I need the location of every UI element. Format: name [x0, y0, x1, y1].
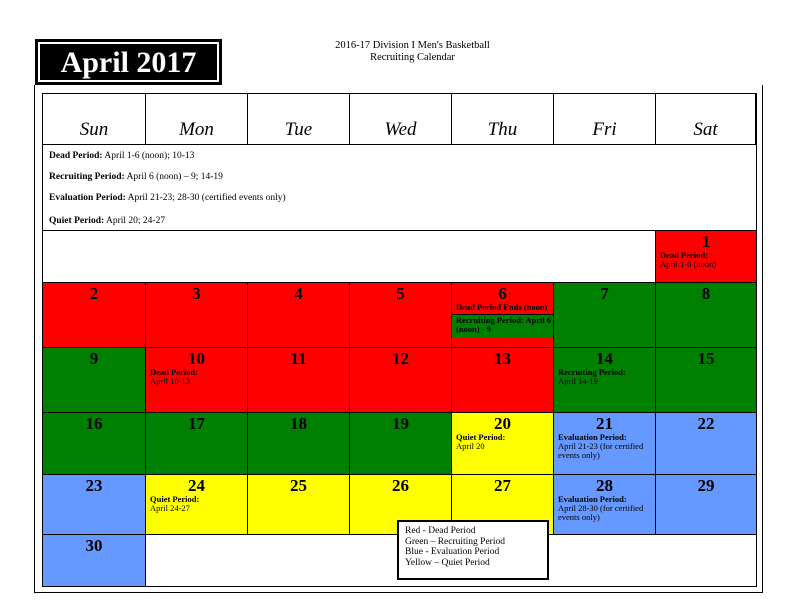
calendar-grid — [42, 93, 757, 587]
period-info — [43, 144, 756, 230]
day-number: 26 — [392, 476, 409, 495]
day-cell-5 — [350, 283, 452, 348]
period-quiet-label: Quiet Period: — [49, 216, 105, 226]
cell-note-label: Dead Period: — [660, 250, 708, 260]
day-cell-20 — [452, 413, 554, 475]
day-cell-9 — [43, 348, 146, 413]
cell-note-text: April 14-19 — [558, 376, 598, 386]
day-number: 4 — [294, 284, 303, 303]
cell-note-label: Recruiting Period: — [558, 367, 626, 377]
period-dead-label: Dead Period: — [49, 151, 103, 161]
day-number: 18 — [290, 414, 307, 433]
day-cell-8 — [656, 283, 756, 348]
day-number: 2 — [89, 284, 99, 303]
day-number: 10 — [188, 349, 205, 368]
day-cell-28 — [554, 475, 656, 535]
cell-note-text: April 10-13 — [150, 376, 190, 386]
day-cell-21 — [554, 413, 656, 475]
cell-note-label-2: Recruiting Period: April 6 (noon) - 9 — [456, 315, 552, 334]
dayname-sat: Sat — [656, 94, 756, 144]
dayname-thu: Thu — [452, 94, 554, 144]
day-number: 12 — [392, 349, 409, 368]
header-line-2: Recruiting Calendar — [370, 52, 455, 63]
day-cell-23 — [43, 475, 146, 535]
day-cell-3 — [146, 283, 248, 348]
day-number: 1 — [701, 232, 711, 251]
dayname-mon: Mon — [146, 94, 248, 144]
period-recruiting — [49, 172, 223, 182]
day-number: 28 — [596, 476, 613, 495]
day-number: 3 — [192, 284, 201, 303]
legend-blue: Blue - Evaluation Period — [405, 547, 500, 557]
dayname-wed: Wed — [350, 94, 452, 144]
day-number: 23 — [85, 476, 103, 495]
day-number: 7 — [600, 284, 609, 303]
cell-note-text: April 1-6 (noon) — [660, 259, 717, 269]
day-cell-4 — [248, 283, 350, 348]
day-cell-1 — [656, 230, 756, 283]
dayname-tue: Tue — [248, 94, 350, 144]
day-number: 20 — [494, 414, 511, 433]
dayname-sun: Sun — [43, 94, 146, 144]
day-number: 8 — [701, 284, 711, 303]
day-cell-10 — [146, 348, 248, 413]
legend-red: Red - Dead Period — [405, 526, 476, 536]
day-cell-13 — [452, 348, 554, 413]
cell-note-label: Dead Period Ends (noon) — [456, 302, 548, 312]
day-cell-15 — [656, 348, 756, 413]
day-cell-2 — [43, 283, 146, 348]
day-number: 5 — [396, 284, 405, 303]
day-cell-24 — [146, 475, 248, 535]
legend-green: Green – Recruiting Period — [405, 536, 505, 547]
day-cell-18 — [248, 413, 350, 475]
day-cell-25 — [248, 475, 350, 535]
day-cell-16 — [43, 413, 146, 475]
day-cell-19 — [350, 413, 452, 475]
day-number: 29 — [697, 476, 715, 495]
day-number: 6 — [498, 284, 507, 303]
period-dead — [49, 151, 194, 161]
month-title: April 2017 — [40, 44, 217, 80]
day-number: 11 — [290, 349, 307, 368]
cell-note-label: Quiet Period: — [456, 432, 506, 442]
day-cell-6 — [452, 283, 554, 348]
blank-cells-row1 — [43, 230, 656, 283]
day-cell-7 — [554, 283, 656, 348]
period-evaluation-text: April 21-23; 28-30 (certified events only) — [125, 193, 286, 203]
day-number: 9 — [89, 349, 99, 368]
cell-note-text: April 21-23 (for certified events only) — [558, 441, 644, 460]
day-number: 15 — [697, 349, 715, 368]
dayname-fri: Fri — [554, 94, 656, 144]
cell-note-text: April 20 — [456, 441, 485, 451]
day-number: 24 — [188, 476, 205, 495]
day-cell-12 — [350, 348, 452, 413]
cell-note-label: Evaluation Period: — [558, 494, 627, 504]
legend-yellow: Yellow – Quiet Period — [405, 557, 490, 568]
cell-note-text: April 28-30 (for certified events only) — [558, 503, 644, 522]
period-quiet-text: April 20; 24-27 — [104, 216, 166, 226]
day-number: 17 — [188, 414, 205, 433]
day-number: 25 — [290, 476, 307, 495]
month-title-box — [35, 39, 222, 85]
period-recruiting-label: Recruiting Period: — [49, 172, 125, 182]
day-number: 27 — [494, 476, 511, 495]
period-recruiting-text: April 6 (noon) – 9; 14-19 — [124, 172, 223, 182]
header-line-1: 2016-17 Division I Men's Basketball — [335, 40, 490, 51]
day-number: 13 — [494, 349, 511, 368]
color-legend — [397, 520, 549, 580]
day-cell-22 — [656, 413, 756, 475]
day-number: 14 — [596, 349, 613, 368]
period-evaluation-label: Evaluation Period: — [49, 193, 126, 203]
period-dead-text: April 1-6 (noon); 10-13 — [102, 151, 195, 161]
day-cell-30 — [43, 535, 146, 586]
day-cell-11 — [248, 348, 350, 413]
cell-note-label: Dead Period: — [150, 367, 198, 377]
day-number: 19 — [392, 414, 409, 433]
day-cell-14 — [554, 348, 656, 413]
day-number: 30 — [85, 536, 103, 555]
day-number: 21 — [596, 414, 613, 433]
day-number: 22 — [697, 414, 715, 433]
period-quiet — [49, 216, 165, 226]
cell-note-label: Evaluation Period: — [558, 432, 627, 442]
cell-note-text: April 24-27 — [150, 503, 190, 513]
cell-note-label: Quiet Period: — [150, 494, 200, 504]
calendar-header — [300, 40, 525, 64]
period-evaluation — [49, 193, 286, 203]
day-number: 16 — [85, 414, 103, 433]
day-cell-29 — [656, 475, 756, 535]
day-cell-17 — [146, 413, 248, 475]
